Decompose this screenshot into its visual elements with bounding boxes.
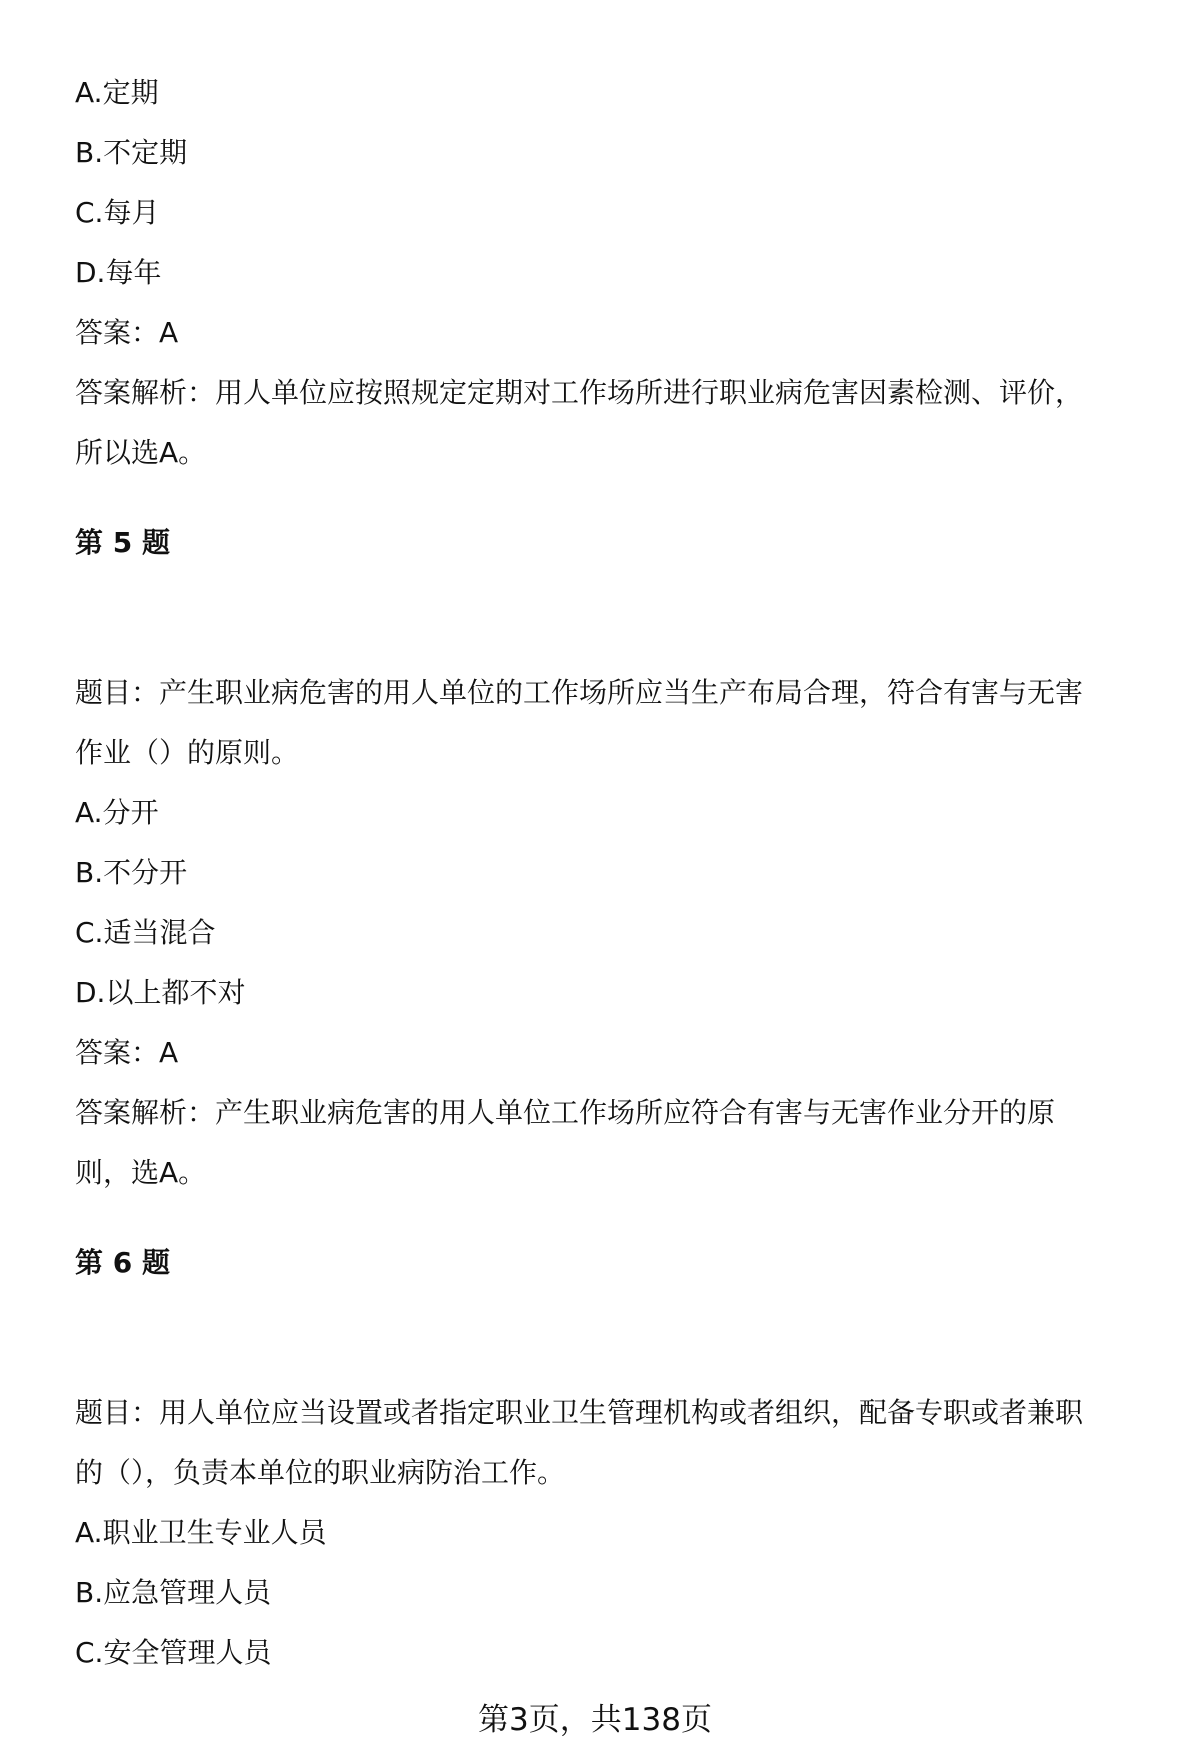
q5-option-d: D.以上都不对 — [75, 976, 246, 1009]
q6-question-line2: 的（），负责本单位的职业病防治工作。 — [75, 1456, 566, 1489]
q5-option-b: B.不分开 — [75, 856, 188, 889]
q5-answer: 答案：A — [75, 1036, 179, 1069]
q4-option-d: D.每年 — [75, 256, 162, 289]
q4-option-b: B.不定期 — [75, 136, 188, 169]
q6-option-b: B.应急管理人员 — [75, 1576, 272, 1609]
q4-explanation-line2: 所以选A。 — [75, 436, 207, 469]
q6-question-line1: 题目：用人单位应当设置或者指定职业卫生管理机构或者组织，配备专职或者兼职 — [75, 1396, 1084, 1429]
q6-option-a: A.职业卫生专业人员 — [75, 1516, 327, 1549]
q4-option-a: A.定期 — [75, 76, 159, 109]
q4-answer: 答案：A — [75, 316, 179, 349]
q5-heading: 第 5 题 — [75, 526, 170, 559]
q6-option-c: C.安全管理人员 — [75, 1636, 272, 1669]
q5-option-a: A.分开 — [75, 796, 159, 829]
q5-explanation-line1: 答案解析：产生职业病危害的用人单位工作场所应符合有害与无害作业分开的原 — [75, 1096, 1056, 1129]
q4-explanation-line1: 答案解析：用人单位应按照规定定期对工作场所进行职业病危害因素检测、评价， — [75, 376, 1084, 409]
q5-explanation-line2: 则，选A。 — [75, 1156, 207, 1189]
q6-heading: 第 6 题 — [75, 1246, 170, 1279]
q5-option-c: C.适当混合 — [75, 916, 216, 949]
page-indicator: 第3页，共138页 — [478, 1702, 712, 1738]
q5-question-line2: 作业（）的原则。 — [75, 736, 300, 769]
q5-question-line1: 题目：产生职业病危害的用人单位的工作场所应当生产布局合理，符合有害与无害 — [75, 676, 1084, 709]
q4-option-c: C.每月 — [75, 196, 160, 229]
